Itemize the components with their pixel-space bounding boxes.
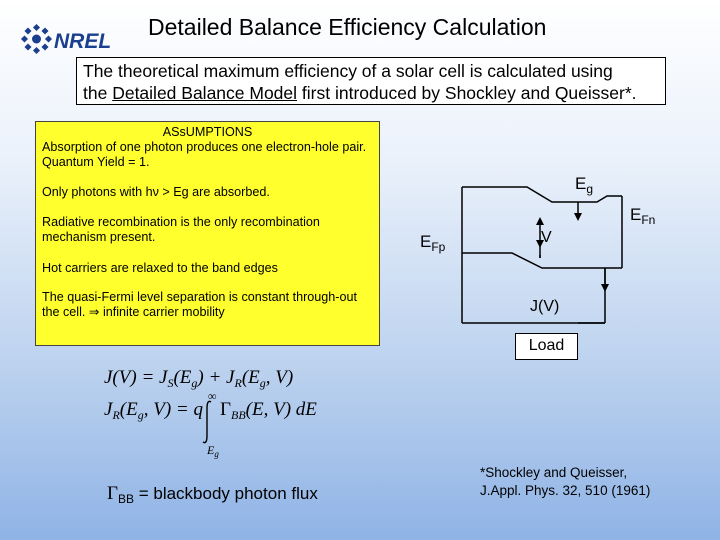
blackbody-flux-definition: $\Gamma_{BB}$ = blackbody photon flux (107, 483, 318, 506)
intro-line-2 (83, 82, 659, 104)
current-arrow-icon (601, 284, 609, 292)
detailed-balance-model-link: Detailed Balance Model (112, 83, 298, 103)
equation-total-current: $J(V) = J_S(E_g) + J_R(E_g$, V) (104, 367, 294, 390)
intro-box (76, 57, 666, 105)
v-arrow-up-icon (536, 217, 544, 225)
eg-label: $E_g$ (575, 174, 594, 196)
band-diagram-lines (400, 160, 700, 360)
svg-text:NREL: NREL (54, 30, 112, 53)
intro-line-2-post: first introduced by Shockley and Queisser*. (297, 83, 637, 103)
assumptions-heading: ASsUMPTIONS (162, 125, 253, 139)
efn-label: $E_{Fn}$ (630, 205, 656, 227)
equation-radiative-current: $J_R(E_g$, V) = q ∞ $E_g$ $\Gamma_{BB}(E$, V) dE (104, 389, 317, 459)
current-label: J(V) (530, 298, 560, 315)
nrel-logo (20, 22, 120, 56)
assumption-item: Hot carriers are relaxed to the band edges (42, 261, 278, 275)
integral-lower-limit: $E_g$ (207, 443, 219, 459)
valence-band-line (462, 253, 622, 268)
intro-line-2-pre: the (83, 83, 113, 103)
integral-upper-limit: ∞ (208, 389, 217, 403)
assumption-item: The quasi-Fermi level separation is constant through-out the cell. ⇒ infinite carrier mobility (42, 290, 358, 319)
load-box: Load (515, 333, 578, 360)
slide-title: Detailed Balance Efficiency Calculation (148, 14, 547, 40)
assumption-item: Absorption of one photon produces one electron-hole pair. Quantum Yield = 1. (42, 140, 367, 169)
assumptions-box (35, 121, 380, 346)
integral-sign-icon (200, 399, 214, 445)
nrel-sunburst-icon (20, 22, 120, 56)
eg-arrow-icon (574, 213, 582, 221)
reference-line-1: *Shockley and Queisser, (480, 465, 628, 480)
assumption-item: Radiative recombination is the only recombination mechanism present. (42, 215, 320, 244)
band-diagram (400, 160, 700, 360)
intro-line-1: The theoretical maximum efficiency of a solar cell is calculated using (83, 61, 613, 81)
reference-citation (480, 464, 650, 500)
conduction-band-line (462, 187, 622, 202)
assumption-item: Only photons with hν > Eg are absorbed. (42, 185, 270, 199)
efp-label: $E_{Fp}$ (420, 232, 446, 254)
reference-line-2: J.Appl. Phys. 32, 510 (1961) (480, 483, 651, 498)
voltage-label: V (541, 229, 552, 246)
